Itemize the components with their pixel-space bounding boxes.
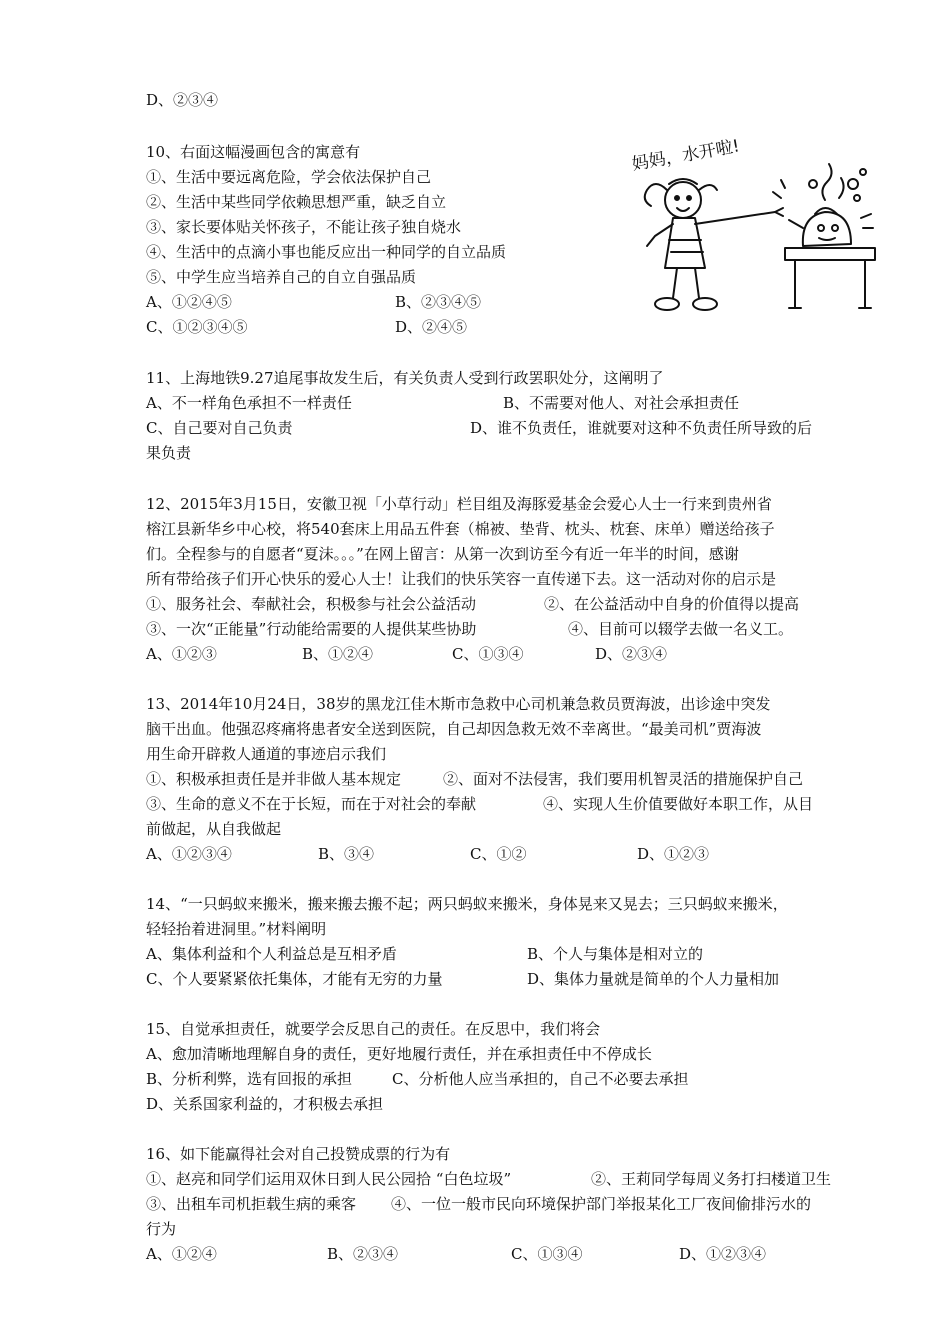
q11-stem: 11、上海地铁9.27追尾事故发生后，有关负责人受到行政罢职处分，这阐明了	[146, 369, 664, 387]
q13-item-2: ②、面对不法侵害，我们要用机智灵活的措施保护自己	[443, 770, 804, 788]
q13-item-3: ③、生命的意义不在于长短，而在于对社会的奉献	[146, 795, 477, 813]
q12-item-2: ②、在公益活动中自身的价值得以提高	[544, 595, 800, 613]
q14-option-b: B、个人与集体是相对立的	[527, 945, 704, 963]
q11-option-a: A、不一样角色承担不一样责任	[146, 394, 352, 412]
q10-item-3: ③、家长要体贴关怀孩子，不能让孩子独自烧水	[146, 218, 462, 236]
q12-line-4: 所有带给孩子们开心快乐的爱心人士！让我们的快乐笑容一直传递下去。这一活动对你的启示是	[146, 570, 777, 588]
q13-option-a: A、①②③④	[146, 845, 232, 863]
q15-option-c: C、分析他人应当承担的，自己不必要去承担	[392, 1070, 689, 1088]
q13-option-d: D、①②③	[637, 845, 710, 863]
q16-item-4-continued: 行为	[146, 1220, 177, 1238]
q15-option-a: A、愈加清晰地理解自身的责任，更好地履行责任，并在承担责任中不停成长	[146, 1045, 652, 1063]
q11-option-c: C、自己要对自己负责	[146, 419, 293, 437]
q12-item-4: ④、目前可以辍学去做一名义工。	[568, 620, 794, 638]
q15-option-b: B、分析利弊，选有回报的承担	[146, 1070, 353, 1088]
q14-option-c: C、个人要紧紧依托集体，才能有无穷的力量	[146, 970, 443, 988]
q16-option-a: A、①②④	[146, 1245, 217, 1263]
q12-option-b: B、①②④	[302, 645, 374, 663]
q10-option-d: D、②④⑤	[395, 318, 468, 336]
q12-option-d: D、②③④	[595, 645, 668, 663]
q16-option-d: D、①②③④	[679, 1245, 767, 1263]
q12-item-3: ③、一次“正能量”行动能给需要的人提供某些协助	[146, 620, 477, 638]
q11-option-d-continued: 果负责	[146, 444, 192, 462]
q10-option-c: C、①②③④⑤	[146, 318, 248, 336]
q14-option-a: A、集体利益和个人利益总是互相矛盾	[146, 945, 397, 963]
q13-option-c: C、①②	[470, 845, 527, 863]
q10-item-1: ①、生活中要远离危险，学会依法保护自己	[146, 168, 432, 186]
q10-item-2: ②、生活中某些同学依赖思想严重，缺乏自立	[146, 193, 447, 211]
q12-option-a: A、①②③	[146, 645, 217, 663]
q13-option-b: B、③④	[318, 845, 375, 863]
q16-item-3: ③、出租车司机拒载生病的乘客	[146, 1195, 357, 1213]
q16-option-b: B、②③④	[327, 1245, 399, 1263]
q9-option-d: D、②③④	[146, 91, 219, 109]
q10-option-a: A、①②④⑤	[146, 293, 232, 311]
q16-item-2: ②、王莉同学每周义务打扫楼道卫生	[591, 1170, 832, 1188]
q12-line-1: 12、2015年3月15日，安徽卫视「小草行动」栏目组及海豚爱基金会爱心人士一行来到贵州省	[146, 495, 772, 513]
q13-line-1: 13、2014年10月24日，38岁的黑龙江佳木斯市急救中心司机兼急救员贾海波，出诊途中突发	[146, 695, 771, 713]
q12-line-2: 榕江县新华乡中心校，将540套床上用品五件套（棉被、垫背、枕头、枕套、床单）赠送给孩子	[146, 520, 775, 538]
q14-line-1: 14、“一只蚂蚁来搬米，搬来搬去搬不起；两只蚂蚁来搬米，身体晃来又晃去；三只蚂蚁来搬米，	[146, 895, 788, 913]
q10-item-4: ④、生活中的点滴小事也能反应出一种同学的自立品质	[146, 243, 507, 261]
q13-item-1: ①、积极承担责任是并非做人基本规定	[146, 770, 402, 788]
q10-option-b: B、②③④⑤	[395, 293, 482, 311]
q12-option-c: C、①③④	[452, 645, 524, 663]
q15-stem: 15、自觉承担责任，就要学会反思自己的责任。在反思中，我们将会	[146, 1020, 601, 1038]
q14-line-2: 轻轻抬着进洞里。”材料阐明	[146, 920, 327, 938]
q16-item-1: ①、赵亮和同学们运用双休日到人民公园拾 “白色垃圾”	[146, 1170, 512, 1188]
q10-stem: 10、右面这幅漫画包含的寓意有	[146, 143, 361, 161]
cartoon-caption: 妈妈，水开啦!	[630, 136, 742, 175]
q16-option-c: C、①③④	[511, 1245, 583, 1263]
q13-line-2: 脑干出血。他强忍疼痛将患者安全送到医院，自己却因急救无效不幸离世。“最美司机”贾海波	[146, 720, 762, 738]
q14-option-d: D、集体力量就是简单的个人力量相加	[527, 970, 780, 988]
q15-option-d: D、关系国家利益的，才积极去承担	[146, 1095, 384, 1113]
q16-stem: 16、如下能赢得社会对自己投赞成票的行为有	[146, 1145, 451, 1163]
q11-option-b: B、不需要对他人、对社会承担责任	[503, 394, 740, 412]
q12-line-3: 们。全程参与的自愿者“夏沫。。。”在网上留言：从第一次到访至今有近一年半的时间，感谢	[146, 545, 739, 563]
q11-option-d: D、谁不负责任，谁就要对这种不负责任所导致的后	[470, 419, 813, 437]
q10-item-5: ⑤、中学生应当培养自己的自立自强品质	[146, 268, 417, 286]
q16-item-4: ④、一位一般市民向环境保护部门举报某化工厂夜间偷排污水的	[391, 1195, 812, 1213]
q12-item-1: ①、服务社会、奉献社会，积极参与社会公益活动	[146, 595, 477, 613]
q13-item-4-continued: 前做起，从自我做起	[146, 820, 282, 838]
cartoon-illustration	[625, 128, 880, 320]
q13-line-3: 用生命开辟救人通道的事迹启示我们	[146, 745, 387, 763]
q13-item-4: ④、实现人生价值要做好本职工作，从目	[543, 795, 814, 813]
